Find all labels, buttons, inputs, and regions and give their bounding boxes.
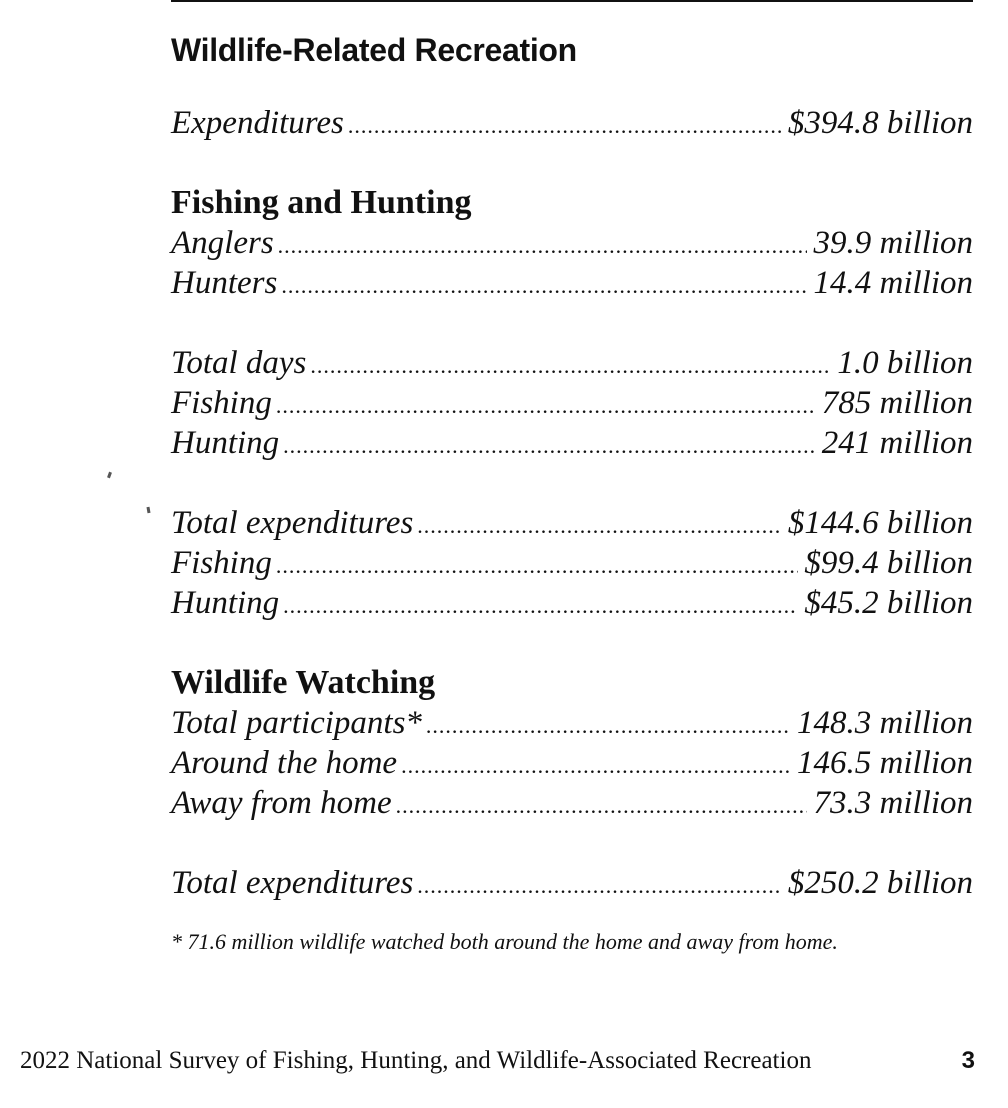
row-hunters (171, 263, 973, 303)
row-value: $394.8 billion (787, 105, 973, 141)
dot-leader (283, 586, 798, 626)
page-number: 3 (961, 1047, 975, 1074)
dot-leader (281, 266, 807, 306)
scan-speck (147, 507, 151, 513)
row-value: 785 million (821, 385, 973, 421)
row-label: Fishing (171, 385, 272, 421)
page-footer (20, 1046, 975, 1076)
row-fishing-expenditures (171, 543, 973, 583)
row-value: 73.3 million (813, 785, 973, 821)
dot-leader (426, 706, 791, 746)
dot-leader (348, 106, 782, 146)
dot-leader (417, 506, 782, 546)
row-total-days (171, 343, 973, 383)
dot-leader (276, 546, 798, 586)
row-value: 241 million (821, 425, 973, 461)
dot-leader (401, 746, 791, 786)
footer-title: 2022 National Survey of Fishing, Hunting, and Wildlife-Associated Recreation (20, 1047, 812, 1074)
row-label: Total expenditures (171, 505, 414, 541)
row-label: Total days (171, 345, 307, 381)
section-heading-wildlife-watching: Wildlife Watching (171, 664, 436, 701)
row-label: Total expenditures (171, 865, 414, 901)
row-total-expenditures-fh (171, 503, 973, 543)
row-label: Away from home (171, 785, 392, 821)
row-value: 146.5 million (796, 745, 973, 781)
row-value: 148.3 million (796, 705, 973, 741)
row-fishing-days (171, 383, 973, 423)
row-label: Fishing (171, 545, 272, 581)
dot-leader (276, 386, 816, 426)
row-hunting-expenditures (171, 583, 973, 623)
summary-content (171, 30, 973, 903)
row-label: Hunting (171, 425, 280, 461)
row-around-home (171, 743, 973, 783)
scan-speck (107, 472, 112, 479)
row-label: Total participants* (171, 705, 422, 741)
row-label: Hunting (171, 585, 280, 621)
row-hunting-days (171, 423, 973, 463)
dot-leader (310, 346, 831, 386)
dot-leader (278, 226, 808, 266)
row-value: 14.4 million (813, 265, 973, 301)
row-anglers (171, 223, 973, 263)
dot-leader (396, 786, 808, 826)
row-expenditures (171, 103, 973, 143)
row-value: $99.4 billion (804, 545, 973, 581)
row-value: 39.9 million (813, 225, 973, 261)
top-rule (171, 0, 973, 2)
row-value: 1.0 billion (837, 345, 973, 381)
footnote: * 71.6 million wildlife watched both around the home and away from home. (171, 929, 838, 954)
row-label: Anglers (171, 225, 274, 261)
row-value: $144.6 billion (787, 505, 973, 541)
row-total-expenditures-ww (171, 863, 973, 903)
row-value: $250.2 billion (787, 865, 973, 901)
dot-leader (283, 426, 816, 466)
dot-leader (417, 866, 782, 906)
row-label: Expenditures (171, 105, 344, 141)
row-value: $45.2 billion (804, 585, 973, 621)
row-label: Around the home (171, 745, 398, 781)
row-label: Hunters (171, 265, 278, 301)
section-heading-wildlife-recreation: Wildlife-Related Recreation (171, 32, 577, 68)
row-total-participants (171, 703, 973, 743)
row-away-from-home (171, 783, 973, 823)
section-heading-fishing-hunting: Fishing and Hunting (171, 184, 472, 221)
